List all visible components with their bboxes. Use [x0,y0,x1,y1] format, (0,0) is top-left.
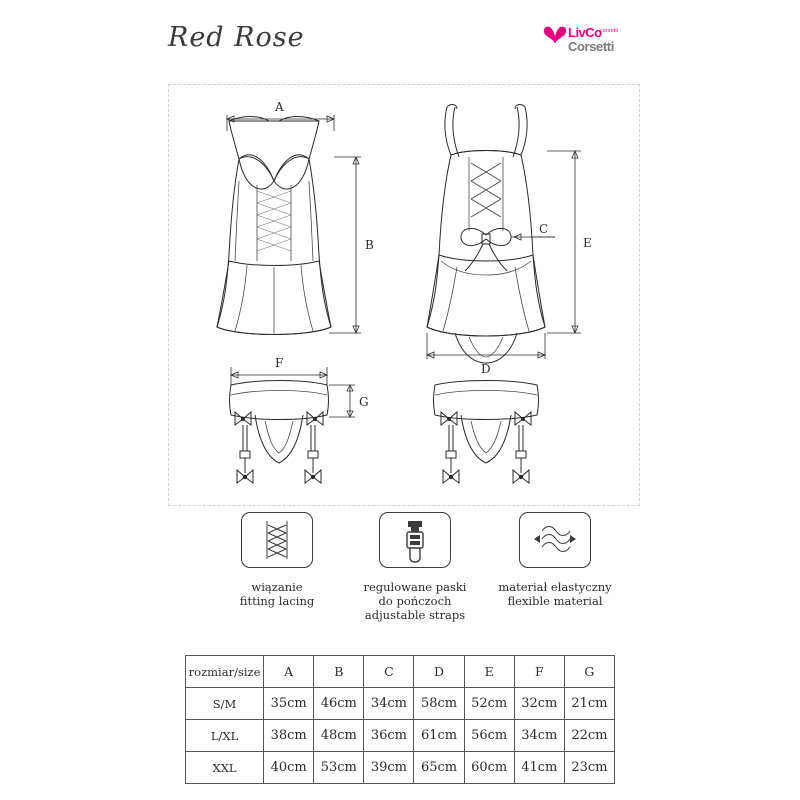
cell-a: 40cm [264,752,314,784]
svg-text:F: F [275,356,284,370]
cell-b: 48cm [314,720,364,752]
table-header-b: B [314,656,364,688]
cell-a: 35cm [264,688,314,720]
logo-text-small: corsetti [600,28,619,34]
svg-text:C: C [539,222,549,236]
table-header-g: G [564,656,614,688]
cell-d: 61cm [414,720,464,752]
svg-text:A: A [275,100,284,114]
cell-c: 36cm [364,720,414,752]
cell-f: 41cm [514,752,564,784]
feature-list [180,512,630,632]
butterfly-logo-mark-icon [542,24,568,46]
table-row [186,752,615,784]
elastic-material-icon [519,512,591,568]
svg-text:B: B [365,238,374,252]
feature-line-1: materiał elastyczny [498,580,612,594]
technical-drawing-frame [168,84,640,506]
table-header-e: E [464,656,514,688]
logo-text-corsetti: Corsetti [568,39,614,54]
feature-line-1: regulowane paski [363,580,467,594]
page-title: Red Rose [168,22,305,53]
feature-line-2: flexible material [507,594,603,608]
svg-text:E: E [583,236,592,250]
cell-c: 39cm [364,752,414,784]
table-header-c: C [364,656,414,688]
garter-belt-back-view [434,381,539,484]
row-size-label: XXL [186,752,264,784]
feature-line-2: do pończoch [378,594,452,608]
cell-e: 56cm [464,720,514,752]
svg-text:D: D [481,362,491,376]
feature-caption [480,580,630,608]
lacing-icon [241,512,313,568]
size-table [185,655,615,784]
table-row [186,720,615,752]
feature-caption [202,580,352,608]
feature-line-3: adjustable straps [364,608,466,622]
table-header-row [186,656,615,688]
brand-logo [542,22,638,62]
cell-g: 21cm [564,688,614,720]
cell-c: 34cm [364,688,414,720]
svg-text:G: G [359,395,369,409]
row-size-label: S/M [186,688,264,720]
table-header-size: rozmiar/size [186,656,264,688]
garter-belt-front-view [230,356,369,483]
logo-text-livco: LivCo [568,25,602,40]
table-header-d: D [414,656,464,688]
cell-d: 65cm [414,752,464,784]
corset-back-view [427,105,592,376]
cell-b: 46cm [314,688,364,720]
technical-drawings [169,85,637,503]
table-header-a: A [264,656,314,688]
feature-adjustable-straps [340,512,490,622]
feature-fitting-lacing [202,512,352,608]
feature-flexible-material [480,512,630,608]
cell-g: 23cm [564,752,614,784]
feature-line-1: wiązanie [251,580,303,594]
cell-e: 60cm [464,752,514,784]
cell-f: 32cm [514,688,564,720]
bow-icon [235,412,251,425]
table-row [186,688,615,720]
adjustable-strap-clip-icon [379,512,451,568]
row-size-label: L/XL [186,720,264,752]
cell-e: 52cm [464,688,514,720]
corset-front-view [217,100,374,335]
feature-caption [340,580,490,622]
table-header-f: F [514,656,564,688]
cell-g: 22cm [564,720,614,752]
cell-f: 34cm [514,720,564,752]
feature-line-2: fitting lacing [239,594,315,608]
cell-d: 58cm [414,688,464,720]
cell-a: 38cm [264,720,314,752]
cell-b: 53cm [314,752,364,784]
